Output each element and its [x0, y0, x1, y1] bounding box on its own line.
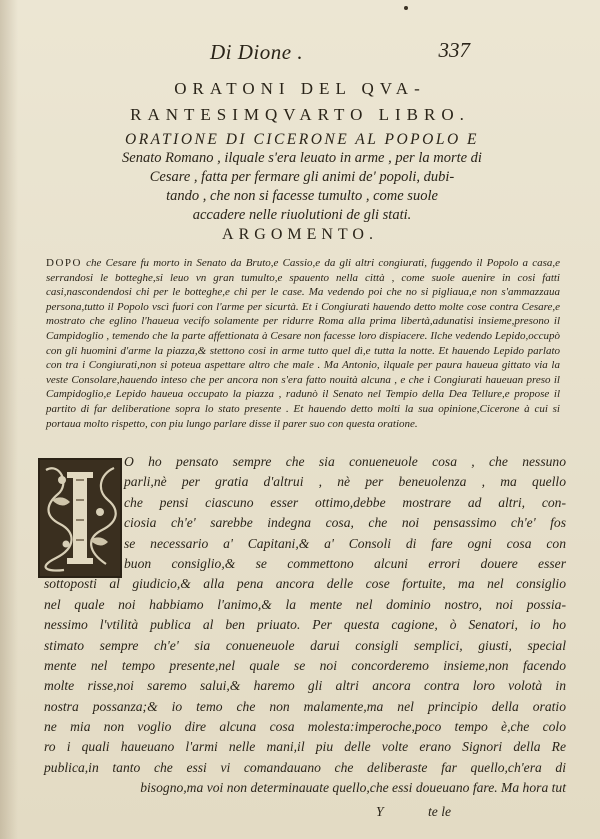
text-line: stimato sempre ch'e' sia conueneuole darui consigli semplici, giusti, special: [44, 637, 566, 653]
argument-lead-word: DOPO: [46, 257, 82, 269]
catchword-line: [0, 804, 600, 824]
text-line: nessimo l'vtilità publica al ben priuato. Per questa cagione, ò Senatori, io ho: [44, 617, 566, 633]
ink-mark: [404, 6, 408, 10]
text-line: bisogno,ma voi non determinauate quello,che essi doueuano fare. Ma hora tut: [140, 780, 566, 796]
text-line: buon consiglio,& se commettono alcuni errori douere esser: [124, 555, 566, 571]
book-title-line-2: RANTESIMQVARTO LIBRO.: [130, 105, 470, 124]
text-line: se necessario a' Capitani,& a' Consoli di fare ogni cosa con: [124, 535, 566, 551]
text-line: mente nel tempo presente,nel quale se noi concorderemo insieme,non facendo: [44, 657, 566, 673]
text-line: nostra possanza;& io temo che non malamente,ma nel principio della oratio: [44, 698, 566, 714]
speech-heading-line: tando , che non si facesse tumulto , come suole: [166, 188, 438, 204]
book-title: [60, 76, 540, 128]
speech-heading: [52, 130, 552, 225]
argument-paragraph: [46, 256, 560, 431]
speech-heading-line: Senato Romano , ilquale s'era leuato in arme , per la morte di: [122, 150, 482, 166]
text-line: molte risse,noi saremo salui,& haremo gli altri ancora contra loro volotà in: [44, 678, 566, 694]
book-title-line-1: ORATONI DEL QVA-: [174, 79, 426, 98]
oration-text: [44, 452, 566, 799]
text-line: O ho pensato sempre che sia conueneuole cosa , che nessuno: [124, 454, 566, 469]
text-line: ro i quali haueuano l'armi nelle mani,il piu delle volte erano Signori della Re: [44, 739, 566, 755]
speech-heading-line: Cesare , fatta per fermare gli animi de' popoli, dubi-: [149, 169, 455, 185]
text-line: che pensi ciascuno esser ottimo,debbe mostrare ad altri, con-: [124, 494, 566, 510]
text-line: ne mia non voglio dire alcuna cosa molesta:imperoche,poco tempo è,che colo: [44, 719, 566, 735]
argument-text: che Cesare fu morto in Senato da Bruto,e Cassio,e da gli altri congiurati, fuggendo il Popolo a casa,e serrandosi le botteghe,si leuo vn gran tumulto,e spauento nella città , come suole auenire in cosi fatti casi,nascondendosi chi per le botteghe,e chi per le case. Ma vedendo poi che no si pigliaua,e non s'ammazzaua persona,tutto il Popolo vscì fuori con l'arme per sicurtà. Et i Congiurati hauendo detto molte cose contra Cesare,e mostrato che eglino l'haueua vecifo solamente per ridurre Roma alla prima libertà,adunatisi insieme,presono il Campidoglio , temendo che la parte affettionata à Cesare non facesse loro dispiacere. Ilche vedendo Lepido,occupò con gli huomini d'arme la piazza,& stettono cosi in arme tutto quel dì,e tutta la notte. Et hauendo Lepido parlato con tra i Congiurati,non si poteua aspettare altro che male . Ma Antonio, ilquale per paura haueua gittato via la veste Consolare,hauendo inteso che per ancora non s'era fatto nouità alcuna , e che i Congiurati haueuan preso il Campidoglio,e Lepido haueua occupato la piazza , radunò il Senato nel Tempio della Dea Tellure,e propose il partito di far deliberatione sopra lo stato presente . Et hauendo detto molti la sua opinione,Cicerone à cui si portaua molto rispetto, con piu lungo parlare disse il parer suo con questa oratione.: [46, 257, 560, 430]
text-line: nel quale noi habbiamo l'animo,& la mente nel dominio nostro, noi possia-: [44, 596, 566, 612]
running-head: [210, 40, 470, 68]
catchword: te le: [428, 804, 452, 819]
text-line: publica,in tanto che essi vi comandauano che deliberaste far quello,ch'era di: [44, 759, 566, 775]
text-line: ciosia ch'e' sarebbe indegna cosa, che noi pensassimo ch'e' fos: [124, 515, 566, 531]
text-line: sottoposti al giudicio,& alla pena ancora delle cose fortuite, ma nel consiglio: [44, 576, 566, 592]
page-number: 337: [438, 38, 470, 62]
speech-heading-caps: ORATIONE DI CICERONE AL POPOLO E: [125, 131, 479, 148]
running-head-title: Di Dione .: [210, 40, 304, 64]
signature-mark: Y: [376, 804, 384, 819]
speech-heading-line: accadere nelle riuolutioni de gli stati.: [192, 207, 412, 223]
argument-title: ARGOMENTO.: [222, 226, 378, 243]
text-line: parli,nè per gratia d'altrui , nè per beneuolenza , ma quello: [124, 474, 566, 490]
